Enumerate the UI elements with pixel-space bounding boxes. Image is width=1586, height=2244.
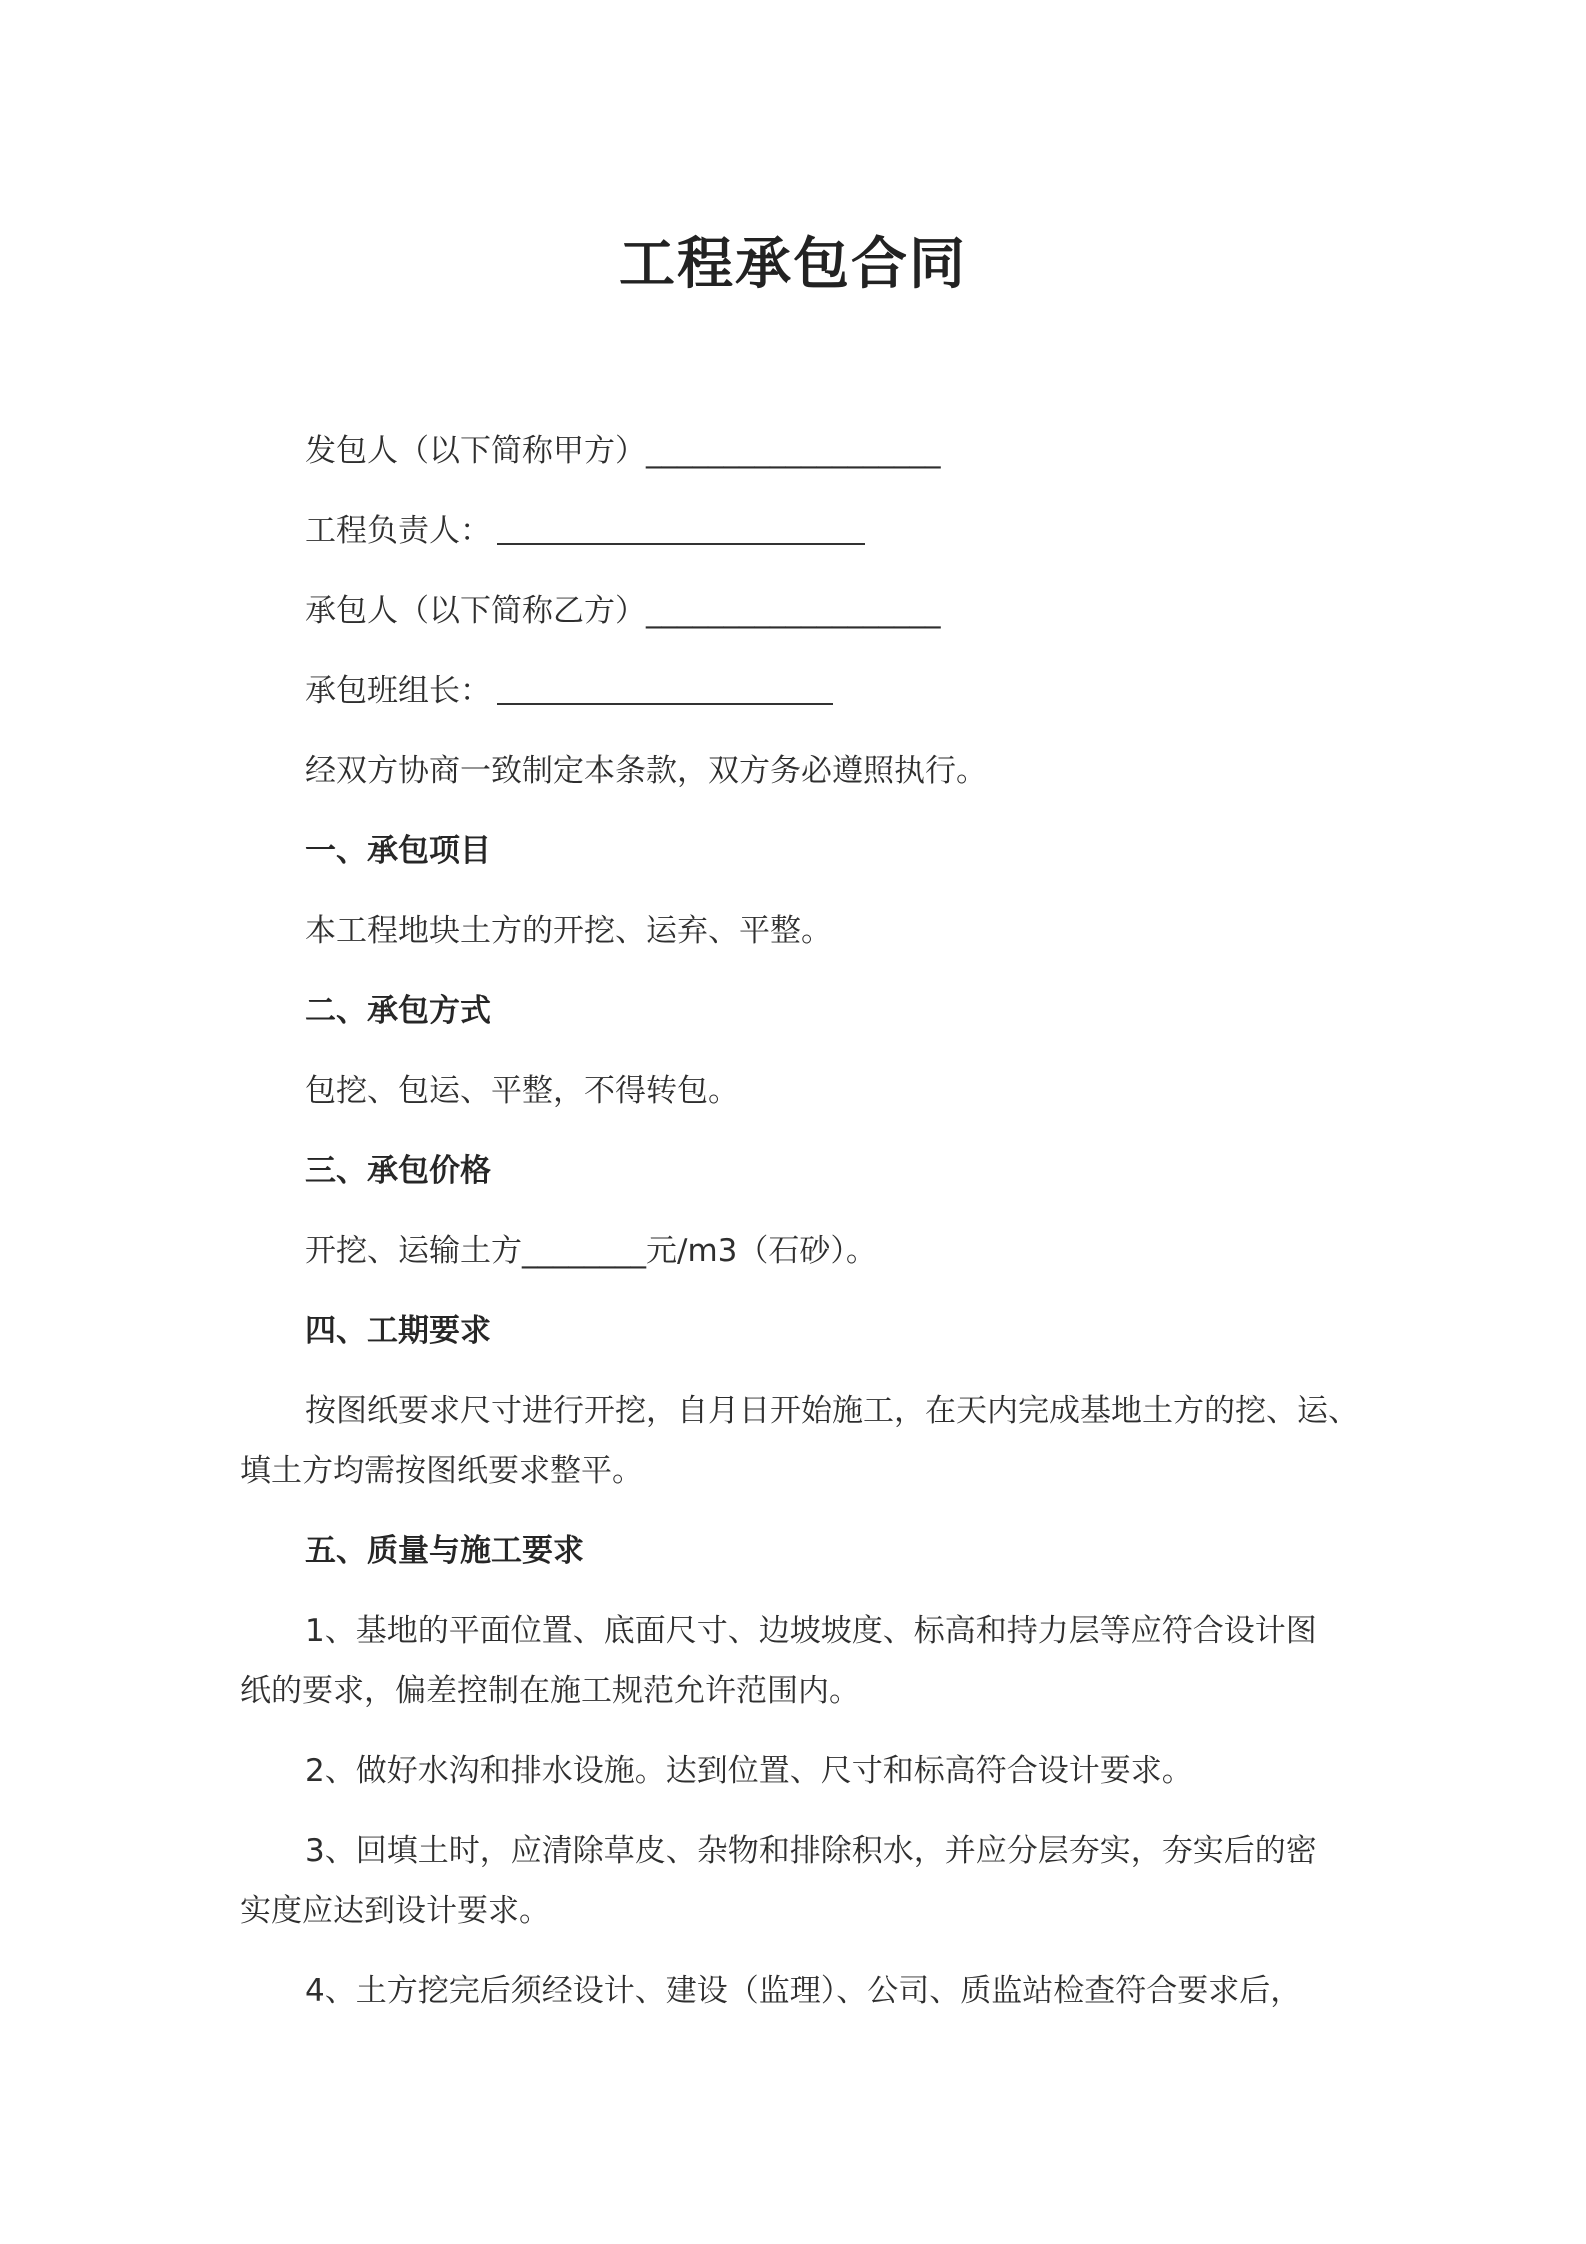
section-1-heading: 一、承包项目 — [305, 833, 491, 869]
quality-item-2-line1: 2、做好水沟和排水设施。达到位置、尺寸和标高符合设计要求。 — [305, 1753, 1193, 1789]
section-4-heading: 四、工期要求 — [305, 1313, 491, 1349]
team-leader-label: 承包班组长： — [305, 673, 491, 709]
project-leader-line — [305, 505, 865, 550]
section-2-body: 包挖、包运、平整，不得转包。 — [305, 1073, 739, 1109]
quality-item-3-line1: 3、回填土时，应清除草皮、杂物和排除积水，并应分层夯实，夯实后的密 — [305, 1833, 1317, 1869]
party-b-line — [305, 585, 941, 630]
price-blank: ________ — [522, 1233, 646, 1269]
project-leader-blank — [497, 542, 865, 545]
party-a-blank: ___________________ — [646, 433, 941, 469]
document-title: 工程承包合同 — [619, 232, 967, 297]
party-b-label: 承包人（以下简称乙方） — [305, 593, 646, 629]
party-b-blank: ___________________ — [646, 593, 941, 629]
party-a-line — [305, 425, 941, 470]
section-4-body-line2: 填土方均需按图纸要求整平。 — [240, 1453, 643, 1489]
intro-text: 经双方协商一致制定本条款，双方务必遵照执行。 — [305, 753, 987, 789]
section-2-heading: 二、承包方式 — [305, 993, 491, 1029]
price-prefix: 开挖、运输土方 — [305, 1233, 522, 1269]
price-suffix: 元/m3（石砂）。 — [646, 1233, 877, 1269]
section-3-heading: 三、承包价格 — [305, 1153, 491, 1189]
quality-item-1-line2: 纸的要求，偏差控制在施工规范允许范围内。 — [240, 1673, 860, 1709]
section-3-body — [305, 1225, 877, 1270]
section-1-body: 本工程地块土方的开挖、运弃、平整。 — [305, 913, 832, 949]
project-leader-label: 工程负责人： — [305, 513, 491, 549]
party-a-label: 发包人（以下简称甲方） — [305, 433, 646, 469]
section-4-body-line1: 按图纸要求尺寸进行开挖，自月日开始施工，在天内完成基地土方的挖、运、 — [305, 1393, 1359, 1429]
team-leader-blank — [497, 702, 833, 705]
quality-item-3-line2: 实度应达到设计要求。 — [240, 1893, 550, 1929]
team-leader-line — [305, 665, 833, 710]
section-5-heading: 五、质量与施工要求 — [305, 1533, 584, 1569]
quality-item-1-line1: 1、基地的平面位置、底面尺寸、边坡坡度、标高和持力层等应符合设计图 — [305, 1613, 1317, 1649]
quality-item-4-line1: 4、土方挖完后须经设计、建设（监理）、公司、质监站检查符合要求后， — [305, 1973, 1302, 2009]
